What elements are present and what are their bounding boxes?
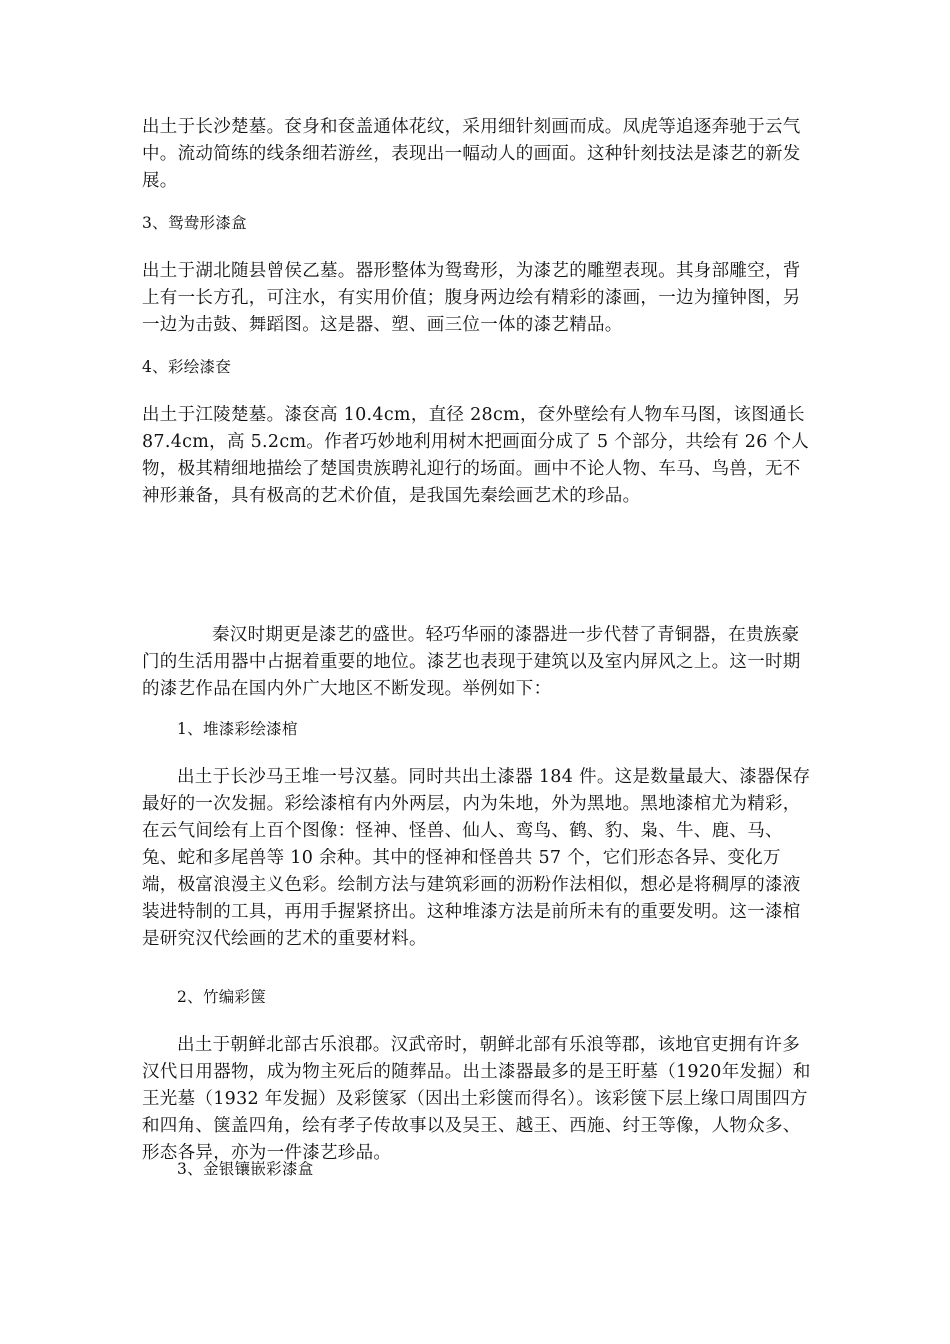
paragraph-bamboo-basket: 出土于朝鲜北部古乐浪郡。汉武帝时，朝鲜北部有乐浪等郡，该地官吏拥有许多汉代日用器物，成为物主死后的随葬品。出土漆器最多的是王盱墓（1920年发掘）和王光墓（1932 年发掘）及彩箧冢（因出土彩箧而得名）。该彩箧下层上缘口周围四方和四角、箧盖四角，绘有孝子传故事以及吴王、越王、西施、纣王等像，人物众多、形态各异，亦为一件漆艺珍品。: [142, 1035, 811, 1163]
heading-lacquer-coffin: 1、堆漆彩绘漆棺: [177, 720, 298, 738]
paragraph-mandarin-duck-box: 出土于湖北随县曾侯乙墓。器形整体为鸳鸯形，为漆艺的雕塑表现。其身部雕空，背上有一长方孔，可注水，有实用价值；腹身两边绘有精彩的漆画，一边为撞钟图，另一边为击鼓、舞蹈图。这是器、塑、画三位一体的漆艺精品。: [142, 261, 801, 335]
heading-inlaid-lacquer-box: 3、金银镶嵌彩漆盒: [177, 1160, 314, 1178]
paragraph-needle-carving: 出土于长沙楚墓。奁身和奁盖通体花纹，采用细针刻画而成。凤虎等追逐奔驰于云气中。流动简练的线条细若游丝，表现出一幅动人的画面。这种针刻技法是漆艺的新发展。: [142, 117, 801, 191]
heading-mandarin-duck-box: 3、鸳鸯形漆盒: [142, 214, 247, 232]
heading-painted-lacquer-lian: 4、彩绘漆奁: [142, 358, 232, 376]
paragraph-lacquer-coffin: 出土于长沙马王堆一号汉墓。同时共出土漆器 184 件。这是数量最大、漆器保存最好的一次发掘。彩绘漆棺有内外两层，内为朱地，外为黑地。黑地漆棺尤为精彩，在云气间绘有上百个图像：怪神、怪兽、仙人、鸾鸟、鹤、豹、枭、牛、鹿、马、兔、蛇和多尾兽等 10 余种。其中的怪神和怪兽共 57 个，它们形态各异、变化万端，极富浪漫主义色彩。绘制方法与建筑彩画的沥粉作法相似，想必是将稠厚的漆液装进特制的工具，再用手握紧挤出。这种堆漆方法是前所未有的重要发明。这一漆棺是研究汉代绘画的艺术的重要材料。: [142, 767, 811, 949]
paragraph-qin-han-intro: 秦汉时期更是漆艺的盛世。轻巧华丽的漆器进一步代替了青铜器，在贵族豪门的生活用器中占据着重要的地位。漆艺也表现于建筑以及室内屏风之上。这一时期的漆艺作品在国内外广大地区不断发现。举例如下：: [142, 625, 801, 699]
paragraph-painted-lacquer-lian: 出土于江陵楚墓。漆奁高 10.4cm，直径 28cm，奁外壁绘有人物车马图，该图通长 87.4cm，高 5.2cm。作者巧妙地利用树木把画面分成了 5 个部分，共绘有 26 个人物，极其精细地描绘了楚国贵族聘礼迎行的场面。画中不论人物、车马、鸟兽，无不神形兼备，具有极高的艺术价值，是我国先秦绘画艺术的珍品。: [142, 405, 810, 506]
heading-bamboo-basket: 2、竹编彩箧: [177, 988, 267, 1006]
